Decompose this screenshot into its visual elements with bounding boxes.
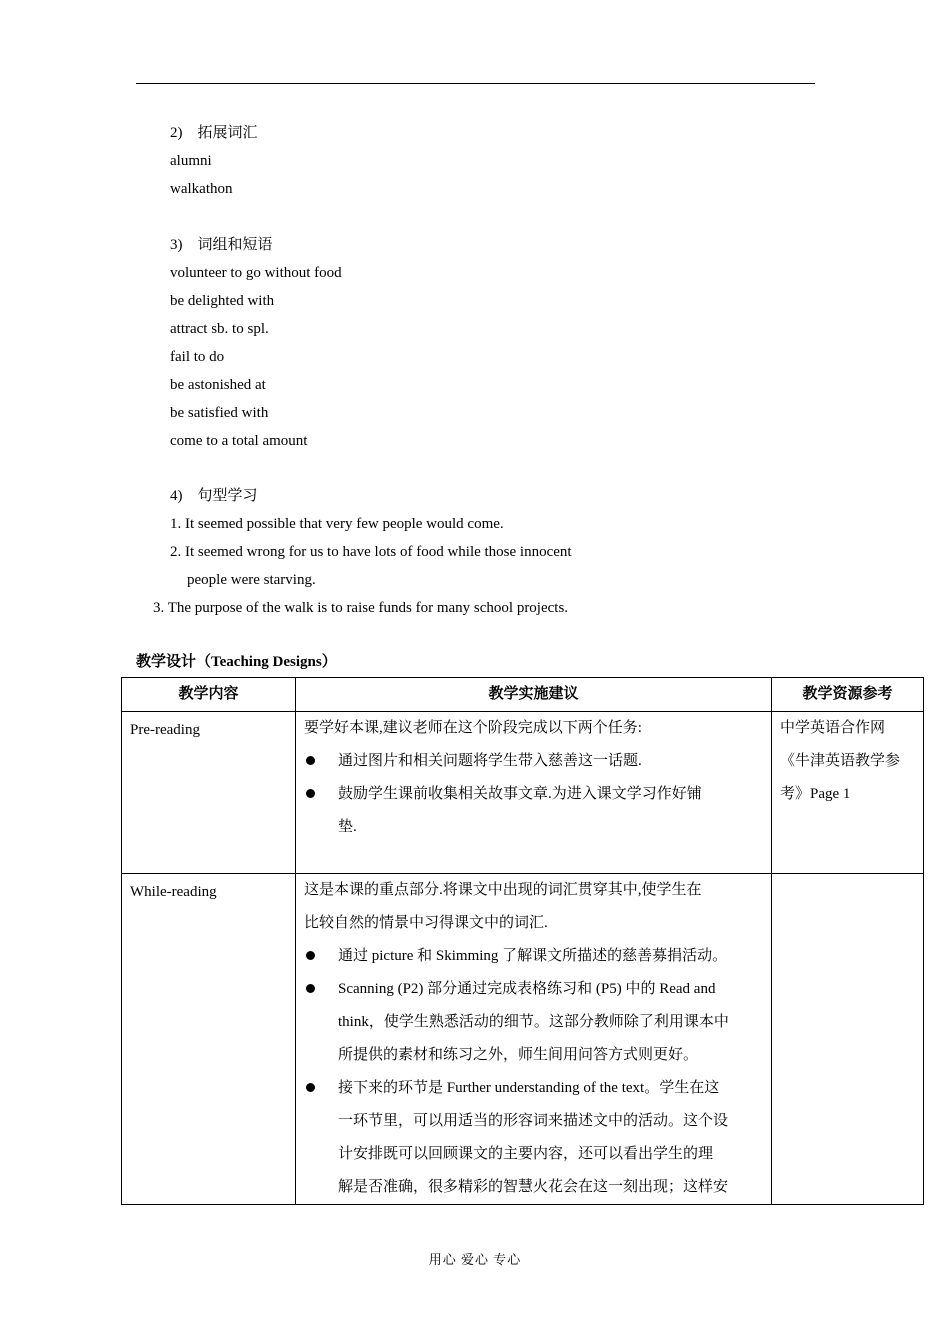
bullet-icon — [306, 984, 315, 993]
bullet-item — [304, 745, 763, 778]
phase-cell: While-reading — [122, 874, 296, 1205]
sentences-heading: 4) 句型学习 — [170, 488, 258, 504]
phrases-heading: 3) 词组和短语 — [170, 237, 273, 253]
resource-line: 中学英语合作网 — [780, 720, 886, 736]
phase-cell: Pre-reading — [122, 712, 296, 874]
table-row — [122, 874, 924, 1205]
phrase-item: attract sb. to spl. — [170, 321, 269, 337]
bullet-text-continued: think，使学生熟悉活动的细节。这部分教师除了利用课本中 — [338, 1014, 729, 1030]
phrase-item: be satisfied with — [170, 405, 269, 421]
bullet-text: 接下来的环节是 Further understanding of the text。学生在这 — [338, 1080, 720, 1096]
bullet-text: Scanning (P2) 部分通过完成表格练习和 (P5) 中的 Read and — [338, 981, 716, 997]
table-row — [122, 712, 924, 874]
bullet-text-continued: 所提供的素材和练习之外，师生间用问答方式则更好。 — [338, 1047, 699, 1063]
phrase-item: volunteer to go without food — [170, 265, 342, 281]
resource-cell — [772, 712, 924, 874]
column-header: 教学内容 — [122, 678, 296, 712]
resource-cell — [772, 874, 924, 1205]
bullet-icon — [306, 1083, 315, 1092]
table-header-row — [122, 678, 924, 712]
vocab-item: alumni — [170, 153, 212, 169]
phrase-item: be delighted with — [170, 293, 275, 309]
bullet-text: 通过 picture 和 Skimming 了解课文所描述的慈善募捐活动。 — [338, 948, 728, 964]
phrase-item: come to a total amount — [170, 433, 308, 449]
suggestion-cell — [296, 712, 772, 874]
resource-line: 《牛津英语教学参 — [780, 753, 901, 769]
column-header: 教学资源参考 — [772, 678, 924, 712]
bullet-item — [304, 940, 763, 973]
bullet-item — [304, 973, 763, 1072]
extended-vocab-heading: 2) 拓展词汇 — [170, 125, 258, 141]
sentence-item: 3. The purpose of the walk is to raise funds for many school projects. — [153, 600, 569, 616]
teaching-design-table — [121, 677, 924, 1205]
bullet-icon — [306, 951, 315, 960]
column-header: 教学实施建议 — [296, 678, 772, 712]
bullet-icon — [306, 789, 315, 798]
phrase-item: be astonished at — [170, 377, 266, 393]
suggestion-cell — [296, 874, 772, 1205]
suggestion-intro: 这是本课的重点部分.将课文中出现的词汇贯穿其中,使学生在 — [304, 882, 702, 898]
vocab-item: walkathon — [170, 181, 233, 197]
bullet-text: 通过图片和相关问题将学生带入慈善这一话题. — [338, 753, 642, 769]
resource-line: 考》Page 1 — [780, 786, 851, 802]
sentence-item-continued: people were starving. — [187, 572, 316, 588]
header-rule — [136, 83, 815, 84]
bullet-icon — [306, 756, 315, 765]
suggestion-intro: 比较自然的情景中习得课文中的词汇. — [304, 915, 548, 931]
bullet-text-continued: 垫. — [338, 819, 357, 835]
sentence-item: 1. It seemed possible that very few people would come. — [170, 516, 504, 532]
phrase-item: fail to do — [170, 349, 225, 365]
page-footer: 用心 爱心 专心 — [428, 1252, 522, 1267]
bullet-text: 鼓励学生课前收集相关故事文章.为进入课文学习作好铺 — [338, 786, 702, 802]
bullet-text-continued: 解是否准确，很多精彩的智慧火花会在这一刻出现；这样安 — [338, 1179, 729, 1195]
suggestion-intro: 要学好本课,建议老师在这个阶段完成以下两个任务: — [304, 720, 642, 736]
section-title: 教学设计（Teaching Designs） — [136, 654, 337, 670]
bullet-item — [304, 1072, 763, 1204]
bullet-text-continued: 计安排既可以回顾课文的主要内容，还可以看出学生的理 — [338, 1146, 714, 1162]
sentence-item: 2. It seemed wrong for us to have lots of food while those innocent — [170, 544, 572, 560]
bullet-item — [304, 778, 763, 844]
bullet-text-continued: 一环节里，可以用适当的形容词来描述文中的活动。这个设 — [338, 1113, 729, 1129]
